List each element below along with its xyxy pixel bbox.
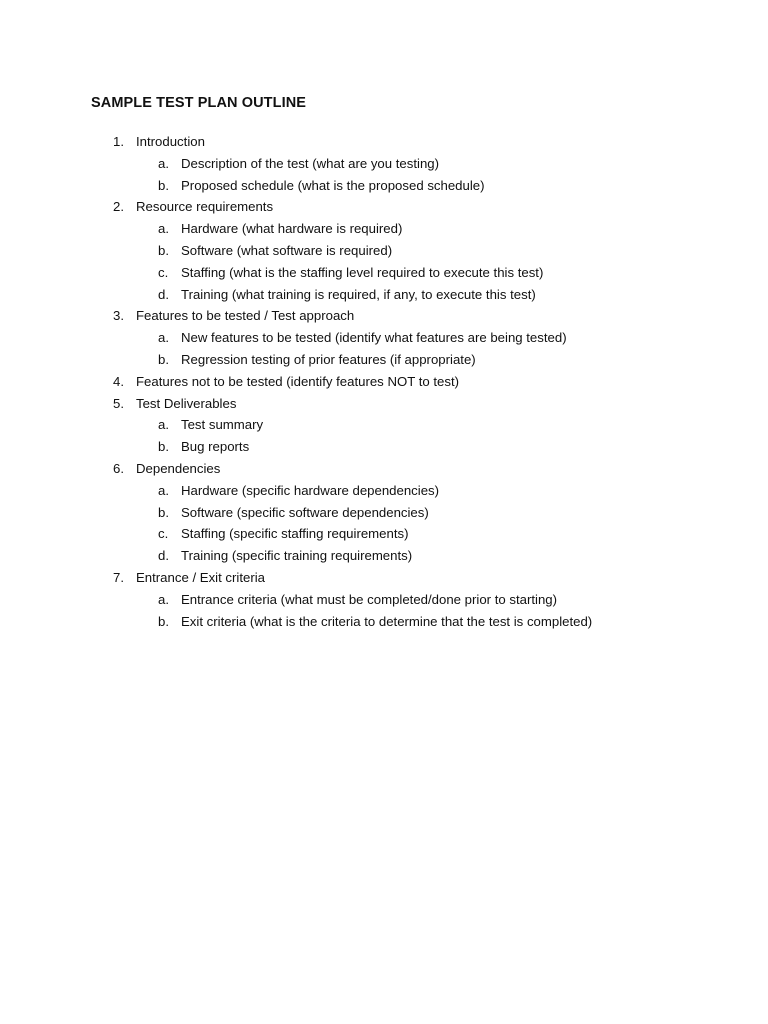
outline-subitem (0, 523, 768, 545)
subitem-letter: a. (158, 482, 169, 498)
subitem-text: Regression testing of prior features (if appropriate) (181, 351, 476, 367)
subitem-text: Proposed schedule (what is the proposed schedule) (181, 177, 485, 193)
outline-subitem (0, 414, 768, 436)
section-number: 3. (113, 308, 124, 324)
subitem-text: Training (what training is required, if any, to execute this test) (181, 286, 536, 302)
subitem-text: Entrance criteria (what must be completed/done prior to starting) (181, 591, 558, 607)
subitem-letter: d. (158, 286, 169, 302)
subitem-text: Software (specific software dependencies) (181, 504, 429, 520)
subitem-letter: a. (158, 221, 169, 237)
subitem-letter: b. (158, 439, 169, 455)
outline-section (0, 567, 768, 589)
subitem-text: Description of the test (what are you testing) (181, 155, 440, 171)
section-number: 5. (113, 395, 124, 411)
subitem-text: Test summary (181, 417, 264, 433)
outline-subitem (0, 589, 768, 611)
outline-subitem (0, 502, 768, 524)
subitem-text: Staffing (specific staffing requirements) (181, 526, 409, 542)
section-number: 7. (113, 569, 124, 585)
outline-subitem (0, 611, 768, 633)
subitem-letter: b. (158, 177, 169, 193)
outline-subitem (0, 240, 768, 262)
section-text: Features to be tested / Test approach (136, 308, 355, 324)
section-text: Dependencies (136, 460, 221, 476)
subitem-letter: b. (158, 242, 169, 258)
section-number: 6. (113, 460, 124, 476)
subitem-text: Staffing (what is the staffing level required to execute this test) (181, 264, 544, 280)
document-title: SAMPLE TEST PLAN OUTLINE (91, 95, 307, 111)
subitem-text: New features to be tested (identify what features are being tested) (181, 330, 567, 346)
outline-section (0, 371, 768, 393)
subitem-letter: a. (158, 417, 169, 433)
subitem-letter: a. (158, 155, 169, 171)
outline-subitem (0, 218, 768, 240)
subitem-text: Training (specific training requirements) (181, 548, 413, 564)
section-text: Introduction (136, 134, 205, 149)
subitem-text: Software (what software is required) (181, 242, 393, 258)
subitem-letter: a. (158, 591, 169, 607)
outline-section (0, 458, 768, 480)
outline-subitem (0, 175, 768, 197)
subitem-text: Exit criteria (what is the criteria to determine that the test is completed) (181, 613, 593, 629)
section-number: 1. (113, 134, 124, 149)
outline-section (0, 305, 768, 327)
outline-section (0, 131, 768, 153)
outline-subitem (0, 327, 768, 349)
section-text: Features not to be tested (identify features NOT to test) (136, 373, 460, 389)
outline-subitem (0, 436, 768, 458)
outline-subitem (0, 262, 768, 284)
subitem-text: Hardware (specific hardware dependencies) (181, 482, 440, 498)
outline-subitem (0, 545, 768, 567)
outline-subitem (0, 480, 768, 502)
section-text: Entrance / Exit criteria (136, 569, 265, 585)
subitem-letter: d. (158, 548, 169, 564)
subitem-text: Bug reports (181, 439, 250, 455)
section-number: 4. (113, 373, 124, 389)
subitem-letter: b. (158, 351, 169, 367)
section-text: Test Deliverables (136, 395, 237, 411)
outline-subitem (0, 284, 768, 306)
outline-subitem (0, 349, 768, 371)
section-text: Resource requirements (136, 199, 274, 215)
outline-subitem (0, 153, 768, 175)
outline-section (0, 393, 768, 415)
subitem-letter: a. (158, 330, 169, 346)
subitem-letter: b. (158, 613, 169, 629)
subitem-letter: c. (158, 264, 169, 280)
section-number: 2. (113, 199, 124, 215)
subitem-letter: c. (158, 526, 169, 542)
subitem-letter: b. (158, 504, 169, 520)
outline-list (0, 131, 768, 632)
subitem-text: Hardware (what hardware is required) (181, 221, 403, 237)
outline-section (0, 196, 768, 218)
